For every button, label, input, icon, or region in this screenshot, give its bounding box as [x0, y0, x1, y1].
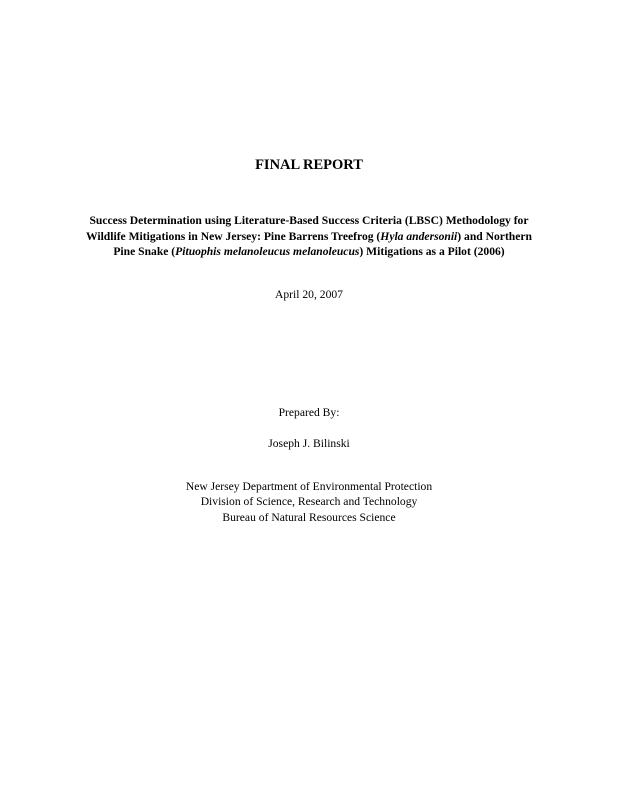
author-name: Joseph J. Bilinski [268, 437, 350, 450]
subject-line-2-start: Wildlife Mitigations in New Jersey: Pine Barrens Treefrog ( [85, 229, 381, 243]
prepared-by-label: Prepared By: [278, 406, 340, 419]
subject-line-2-end: ) and Northern [457, 229, 532, 243]
subject-line-3-end: ) Mitigations as a Pilot (2006) [359, 245, 505, 258]
subject-line-3-start: Pine Snake ( [113, 245, 176, 258]
species-name-pine-snake: Pituophis melanoleucus melanoleucus [175, 245, 360, 258]
species-name-treefrog: Hyla andersonii [380, 229, 458, 243]
report-title: FINAL REPORT [255, 157, 363, 173]
subject-line-2 [40, 229, 578, 245]
organization-division: Division of Science, Research and Technology [200, 495, 418, 509]
subject-line-3 [40, 244, 578, 260]
organization-department: New Jersey Department of Environmental Protection [185, 480, 433, 493]
report-subject [40, 213, 578, 260]
subject-line-1: Success Determination using Literature-Based Success Criteria (LBSC) Methodology for [89, 214, 529, 227]
organization-bureau: Bureau of Natural Resources Science [222, 510, 396, 524]
report-date: April 20, 2007 [275, 288, 343, 301]
organization-block [0, 479, 618, 525]
